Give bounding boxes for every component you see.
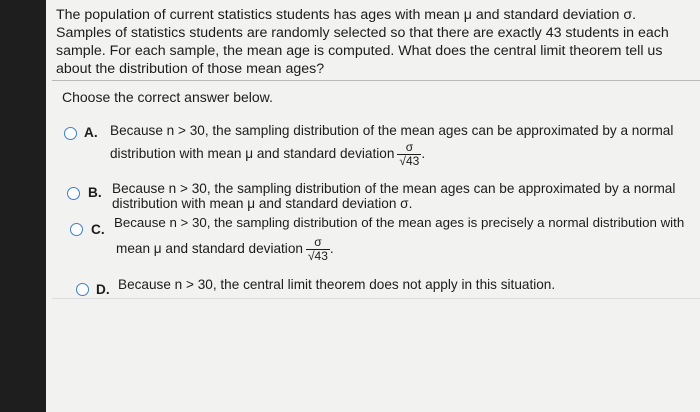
option-a-letter: A. xyxy=(84,125,98,140)
bottom-rule xyxy=(52,298,700,299)
fraction-sigma-over-sqrt43 xyxy=(306,236,330,263)
question-text: The population of current statistics students has ages with mean μ and standard deviation σ. Samples of statistics students are randomly selected so that there are exactly 43 students in each sample. For each sample, the mean age is computed. What does the central limit theorem tell us about the distribution of those mean ages? xyxy=(56,7,669,77)
fraction-numerator: σ xyxy=(405,140,414,154)
option-c-line2 xyxy=(116,236,334,263)
option-a-line2-text: distribution with mean μ and standard deviation xyxy=(110,146,395,162)
instruction-text: Choose the correct answer below. xyxy=(62,89,273,105)
option-a-suffix: . xyxy=(421,146,426,162)
option-b-line1: Because n > 30, the sampling distribution of the mean ages can be approximated by a normal xyxy=(112,181,676,196)
divider xyxy=(52,80,700,81)
option-a-line1: Because n > 30, the sampling distribution of the mean ages can be approximated by a normal xyxy=(110,123,674,138)
fraction-numerator: σ xyxy=(314,235,322,249)
radio-button-b[interactable] xyxy=(67,187,80,200)
option-c-suffix: . xyxy=(329,241,334,257)
fraction-denominator: √43 xyxy=(307,249,328,263)
radio-button-d[interactable] xyxy=(76,283,89,296)
option-c-line1: Because n > 30, the sampling distribution of the mean ages is precisely a normal distribution with xyxy=(114,215,685,230)
option-b-line2: distribution with mean μ and standard deviation σ. xyxy=(112,196,413,211)
fraction-denominator: √43 xyxy=(399,154,420,168)
option-c-letter: C. xyxy=(91,222,105,237)
option-d-letter: D. xyxy=(96,282,110,297)
fraction-sigma-over-sqrt43 xyxy=(397,141,421,168)
option-a-line2 xyxy=(110,141,425,168)
radio-button-a[interactable] xyxy=(64,127,77,140)
option-d-line1: Because n > 30, the central limit theorem does not apply in this situation. xyxy=(118,277,556,292)
option-c-line2-text: mean μ and standard deviation xyxy=(116,241,303,257)
option-b-letter: B. xyxy=(88,185,102,200)
radio-button-c[interactable] xyxy=(70,223,83,236)
